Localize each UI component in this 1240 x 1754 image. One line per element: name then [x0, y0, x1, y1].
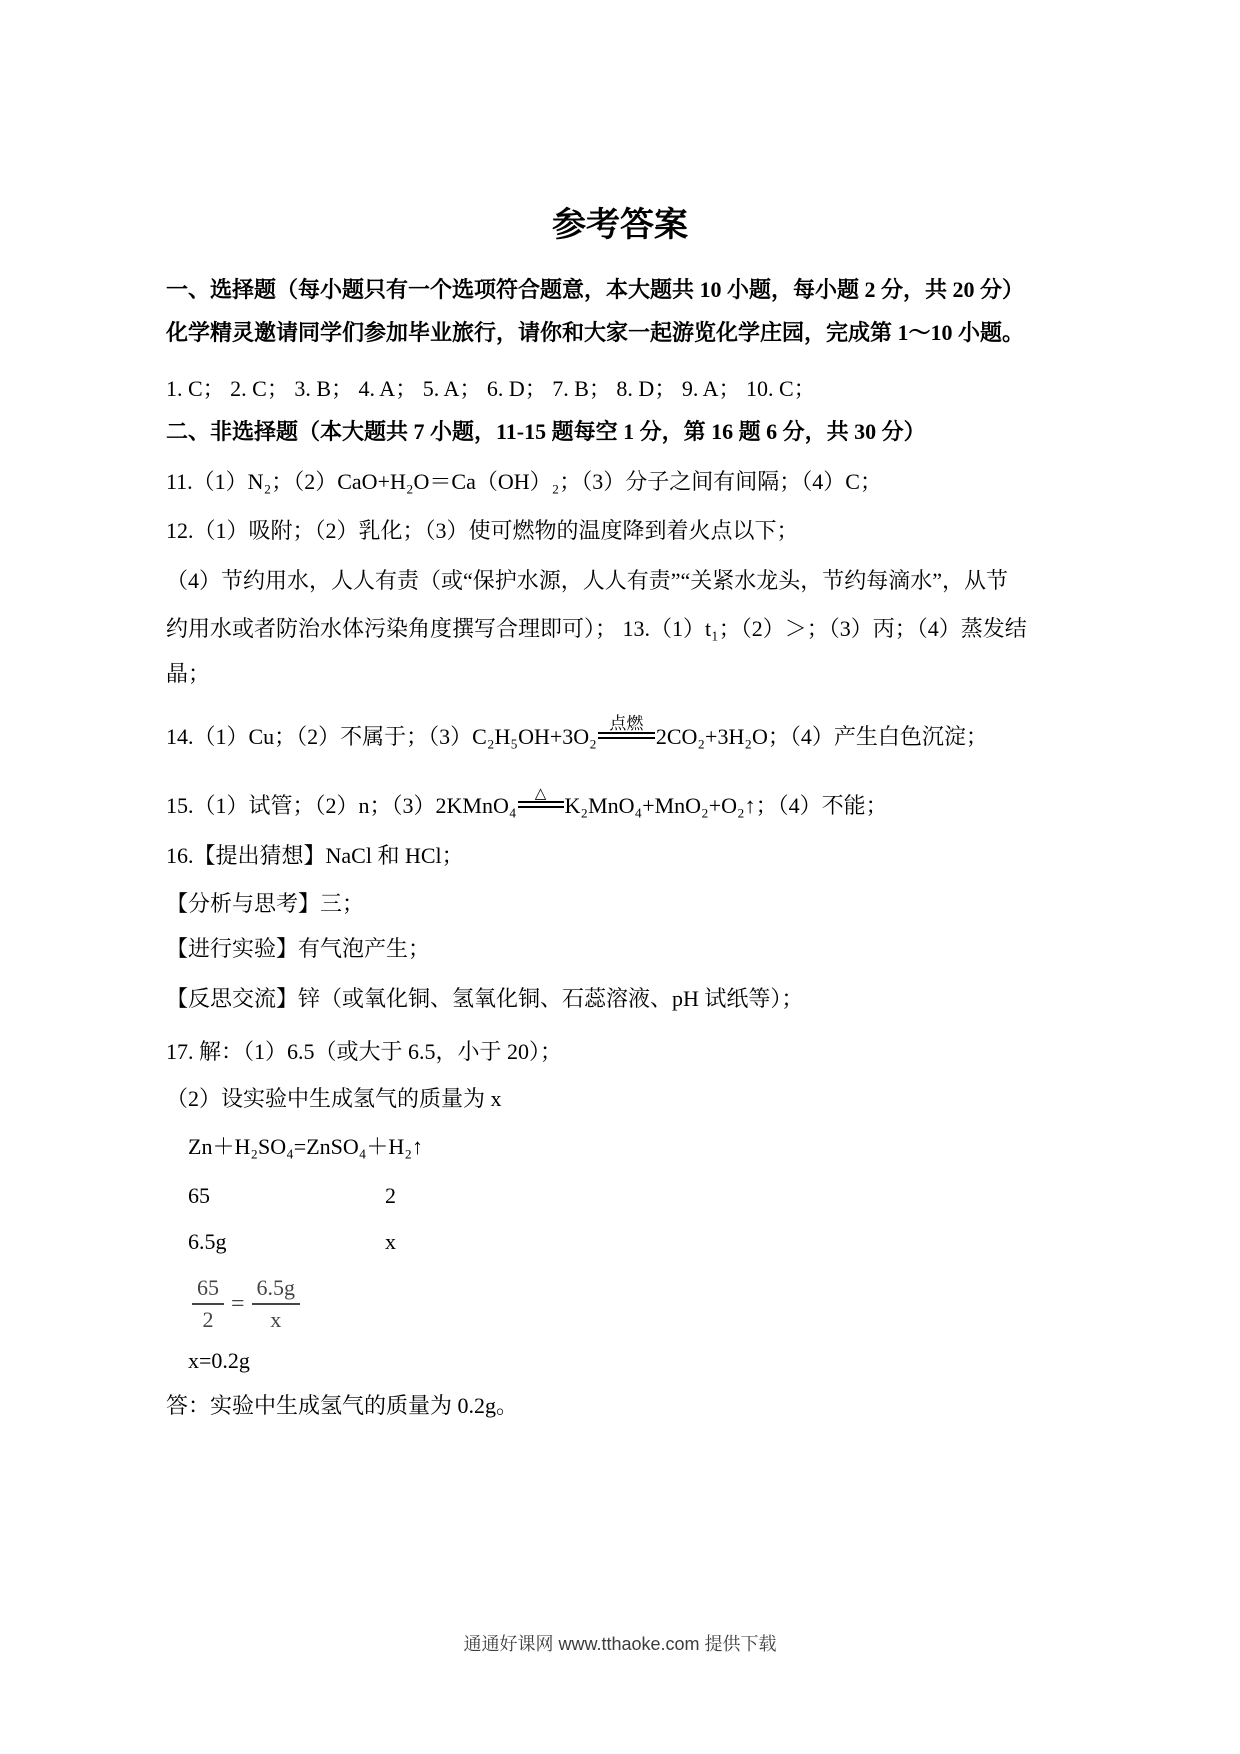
section2-heading: 二、非选择题（本大题共 7 小题，11-15 题每空 1 分，第 16 题 6 分，共 30 分）: [166, 419, 926, 444]
footer-text: 通通好课网 www.tthaoke.com 提供下载: [463, 1634, 777, 1654]
ratio-right-value: 2: [385, 1183, 396, 1208]
answer-14-post: 2CO₂+3H₂O；（4）产生白色沉淀；: [655, 724, 988, 749]
answer-12-line1: 12.（1）吸附；（2）乳化；（3）使可燃物的温度降到着火点以下；: [166, 518, 799, 543]
reaction-condition-line: [518, 786, 564, 808]
answer-13-line4: 晶；: [166, 661, 211, 686]
mass-right-value: x: [385, 1229, 396, 1254]
fraction-right-denominator: x: [270, 1307, 282, 1333]
fraction-left-numerator: 65: [192, 1276, 224, 1305]
answer-15-pre: 15.（1）试管；（2）n；（3）2KMnO₄: [166, 793, 517, 818]
section1-heading: 一、选择题（每小题只有一个选项符合题意，本大题共 10 小题，每小题 2 分，共 20 分）: [166, 277, 1025, 302]
answer-17-equation: Zn＋H₂SO₄=ZnSO₄＋H₂↑: [188, 1134, 423, 1159]
fraction-left-denominator: 2: [202, 1307, 214, 1333]
section1-intro: 化学精灵邀请同学们参加毕业旅行，请你和大家一起游览化学庄园，完成第 1～10 小题。: [166, 320, 1025, 345]
page-title: 参考答案: [552, 207, 688, 244]
answer-15-post: K₂MnO₄+MnO₂+O₂↑；（4）不能；: [564, 793, 888, 818]
answer-16-experiment: 【进行实验】有气泡产生；: [166, 936, 431, 961]
multiple-choice-answers: 1. C； 2. C； 3. B； 4. A； 5. A； 6. D； 7. B； 8. D； 9. A； 10. C；: [166, 376, 816, 401]
heat-triangle-symbol: △: [534, 786, 547, 802]
answer-17-part2: （2）设实验中生成氢气的质量为 x: [166, 1086, 502, 1111]
answer-15: [166, 786, 888, 819]
equals-sign: =: [231, 1290, 245, 1317]
answer-12-13-line3: 约用水或者防治水体污染角度撰写合理即可）； 13.（1）t₁；（2）＞；（3）丙；（4）蒸发结: [166, 616, 1027, 641]
mass-left-value: 6.5g: [188, 1229, 227, 1254]
answer-16-guess: 16.【提出猜想】NaCl 和 HCl；: [166, 843, 464, 868]
answer-17-result: x=0.2g: [188, 1348, 250, 1373]
answer-14-pre: 14.（1）Cu；（2）不属于；（3）C₂H₅OH+3O₂: [166, 724, 597, 749]
ignite-condition-label: 点燃: [609, 714, 644, 733]
fraction-equation: [192, 1276, 300, 1332]
answer-14: [166, 714, 988, 750]
ratio-left-value: 65: [188, 1183, 210, 1208]
ratio-row: [188, 1183, 396, 1209]
answer-11: 11.（1）N₂；（2）CaO+H₂O＝Ca（OH）₂；（3）分子之间有间隔；（4）C；: [166, 469, 882, 494]
answer-12-line2: （4）节约用水，人人有责（或“保护水源，人人有责”“关紧水龙头，节约每滴水”，从节: [166, 568, 1009, 593]
fraction-left: [192, 1276, 224, 1332]
mass-row: [188, 1229, 396, 1255]
answer-16-reflection: 【反思交流】锌（或氧化铜、氢氧化铜、石蕊溶液、pH 试纸等）；: [166, 986, 804, 1011]
reaction-condition-line: [598, 714, 655, 739]
answer-17-conclusion: 答：实验中生成氢气的质量为 0.2g。: [166, 1393, 519, 1418]
answer-17-part1: 17. 解：（1）6.5（或大于 6.5，小于 20）；: [166, 1039, 563, 1064]
answer-16-analysis: 【分析与思考】三；: [166, 891, 365, 916]
fraction-right-numerator: 6.5g: [252, 1276, 301, 1305]
fraction-right: [252, 1276, 301, 1332]
